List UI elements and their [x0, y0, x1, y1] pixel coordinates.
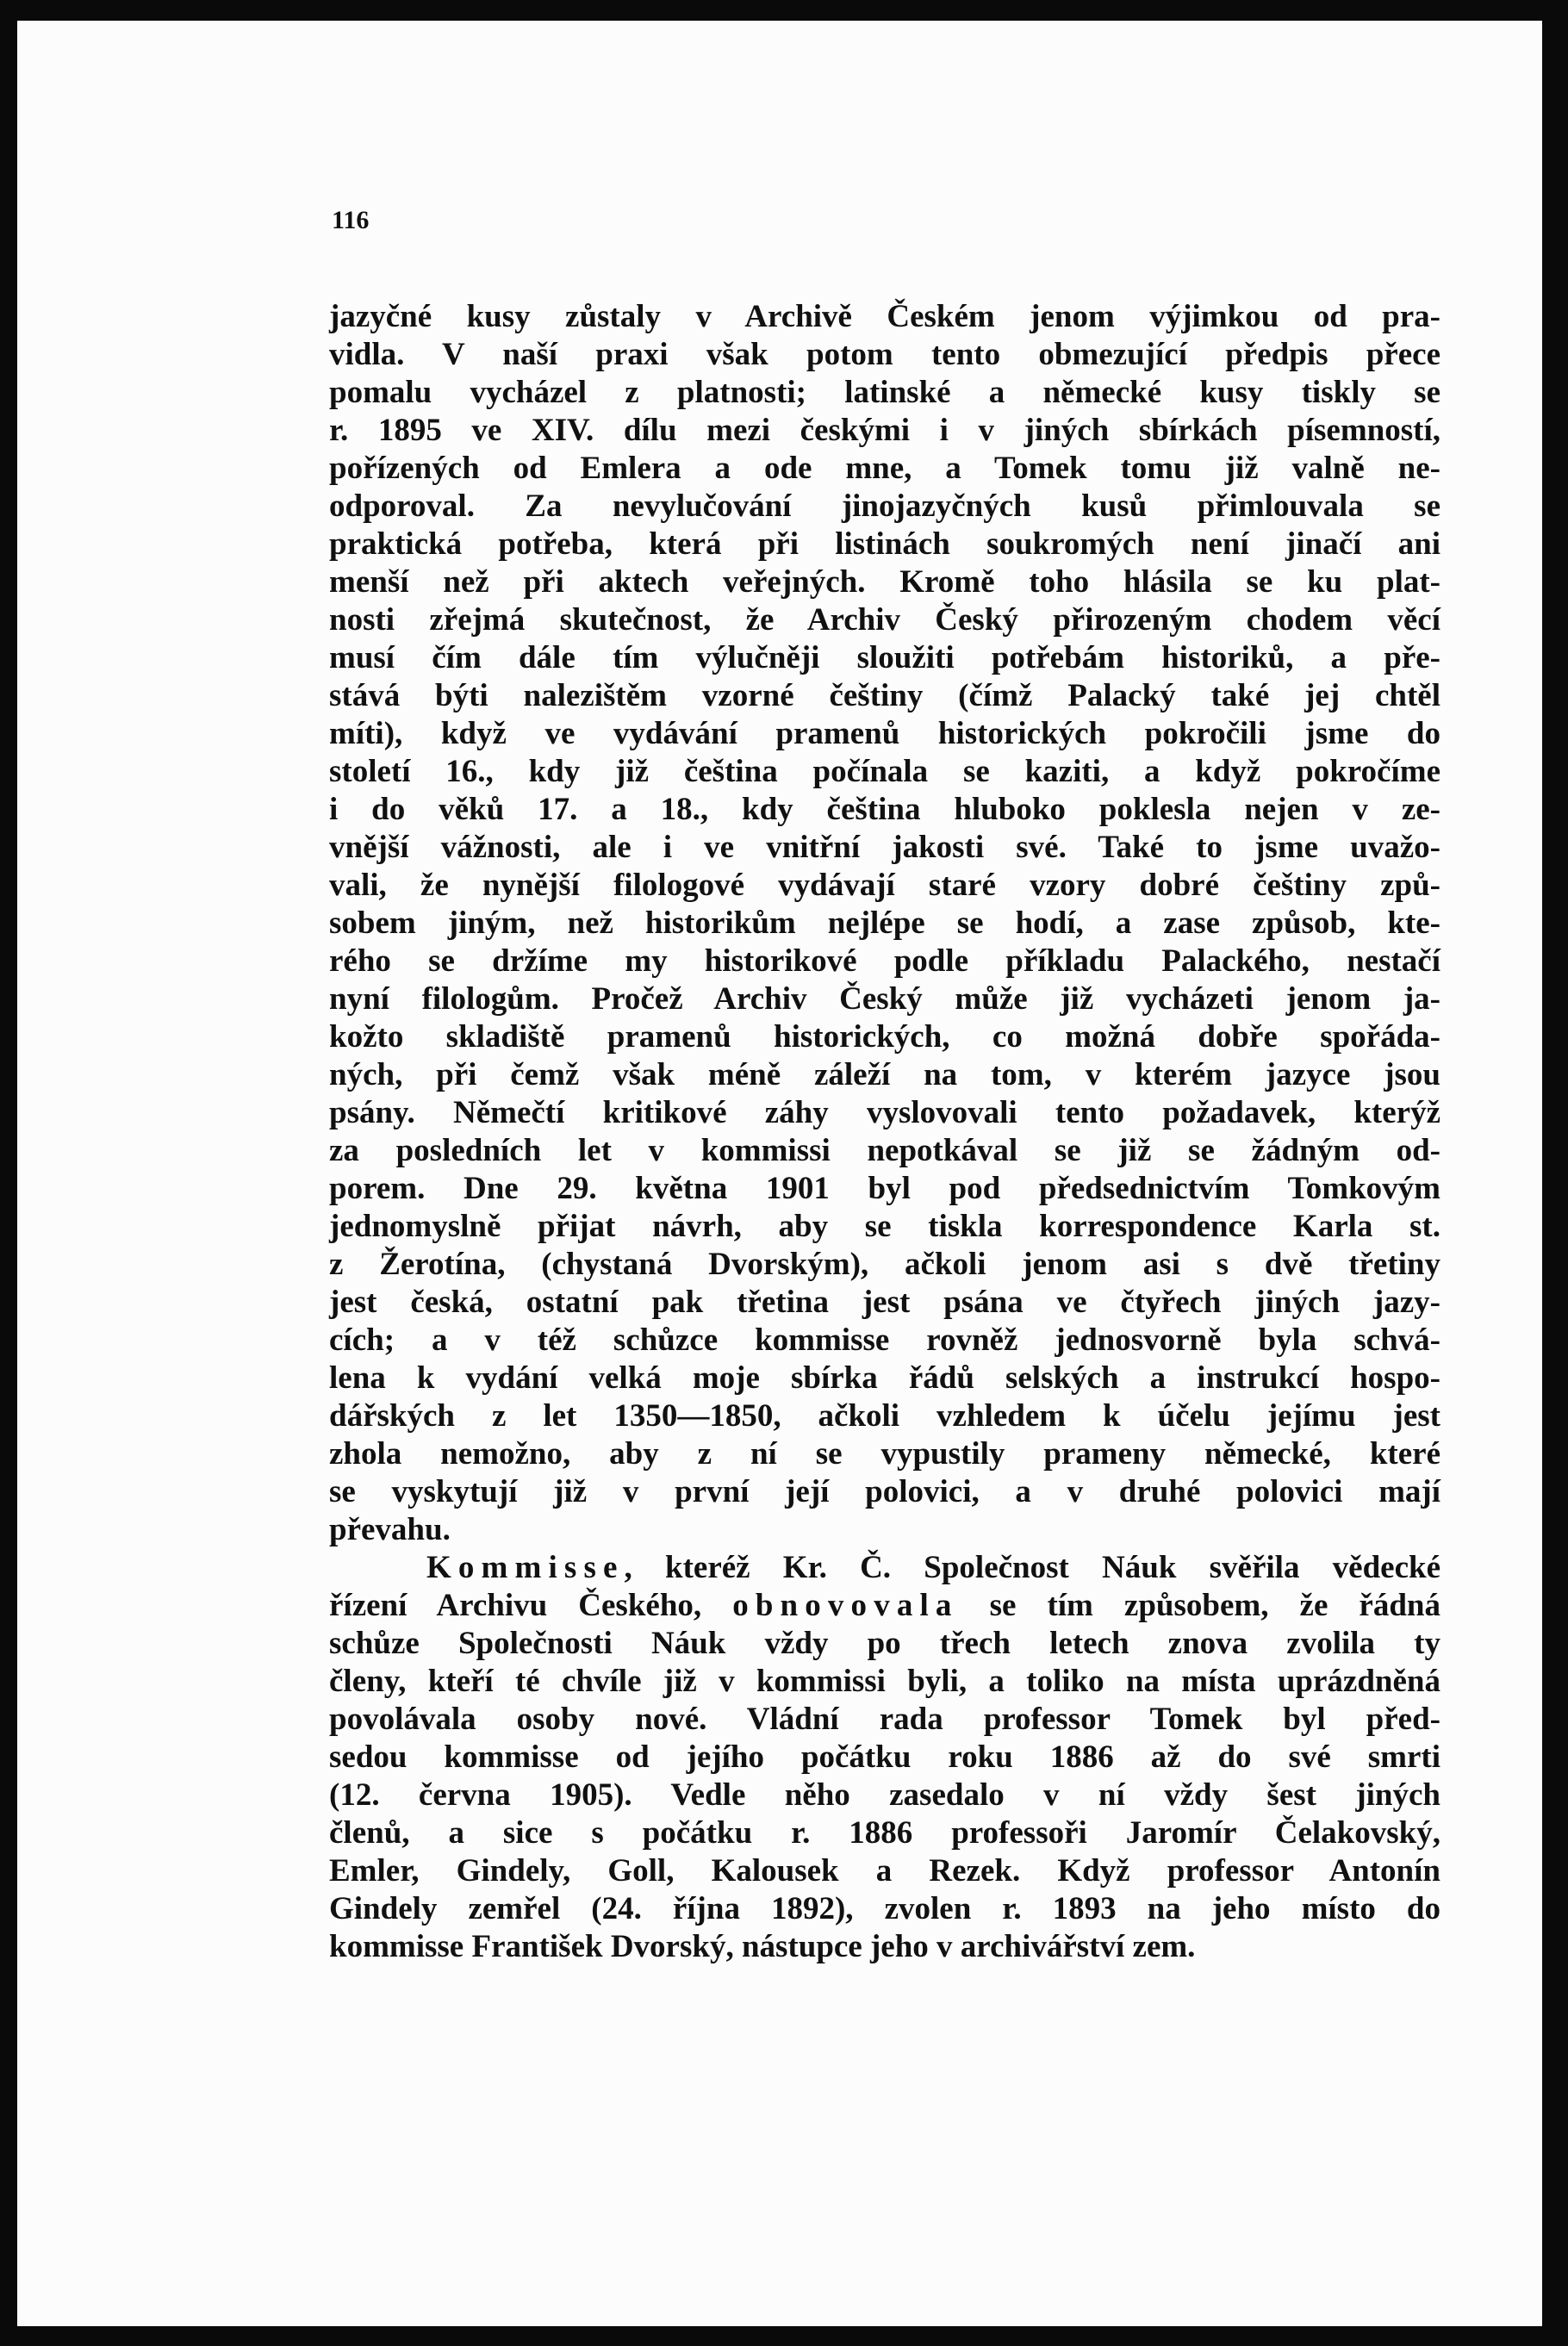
text-line: Gindely zemřel (24. října 1892), zvolen r. 1893 na jeho místo do — [329, 1891, 1440, 1926]
text-line — [329, 1549, 1440, 1587]
text-line: kommisse František Dvorský, nástupce jeho v archivářství zem. — [329, 1929, 1196, 1964]
text-line: jazyčné kusy zůstaly v Archivě Českém jenom výjimkou od pra- — [329, 299, 1440, 334]
text-line: sedou kommisse od jejího počátku roku 1886 až do své smrti — [329, 1739, 1440, 1775]
text-line: musí čím dále tím výlučněji sloužiti potřebám historiků, a pře- — [329, 640, 1440, 675]
text-line: odporoval. Za nevylučování jinojazyčných kusů přimlouvala se — [329, 488, 1440, 524]
text-line: i do věků 17. a 18., kdy čeština hluboko poklesla nejen v ze- — [329, 792, 1440, 827]
text-line: vali, že nynější filologové vydávají staré vzory dobré češtiny způ- — [329, 868, 1440, 903]
text-line: z Žerotína, (chystaná Dvorským), ačkoli jenom asi s dvě třetiny — [329, 1247, 1440, 1282]
text-line: povolávala osoby nové. Vládní rada professor Tomek byl před- — [329, 1702, 1440, 1737]
page-number: 116 — [332, 206, 370, 234]
text-line: zhola nemožno, aby z ní se vypustily prameny německé, které — [329, 1436, 1440, 1472]
spaced-word: obnovovala — [732, 1588, 959, 1623]
text-line: cích; a v též schůzce kommisse rovněž jednosvorně byla schvá- — [329, 1322, 1440, 1358]
text-line: Emler, Gindely, Goll, Kalousek a Rezek. Když professor Antonín — [329, 1853, 1440, 1889]
text-line: lena k vydání velká moje sbírka řádů selských a instrukcí hospo- — [329, 1360, 1440, 1396]
text-line: míti), když ve vydávání pramenů historických pokročili jsme do — [329, 716, 1440, 751]
text-line: r. 1895 ve XIV. dílu mezi českými i v jiných sbírkách písemností, — [329, 413, 1440, 448]
text-line: schůze Společnosti Náuk vždy po třech letech znova zvolila ty — [329, 1626, 1440, 1661]
text-line: století 16., kdy již čeština počínala se kaziti, a když pokročíme — [329, 754, 1440, 789]
text-line: praktická potřeba, která při listinách soukromých není jinačí ani — [329, 526, 1440, 562]
text-line: porem. Dne 29. května 1901 byl pod předsednictvím Tomkovým — [329, 1171, 1440, 1206]
text-line: psány. Němečtí kritikové záhy vyslovovali tento požadavek, kterýž — [329, 1095, 1440, 1130]
text-line: rého se držíme my historikové podle příkladu Palackého, nestačí — [329, 943, 1440, 979]
text-line: vidla. V naší praxi však potom tento obmezující předpis přece — [329, 337, 1440, 372]
text-line: pomalu vycházel z platnosti; latinské a německé kusy tiskly se — [329, 375, 1440, 410]
text-line: členy, kteří té chvíle již v kommissi byli, a toliko na místa uprázdněná — [329, 1664, 1440, 1699]
text-line: členů, a sice s počátku r. 1886 professoři Jaromír Čelakovský, — [329, 1815, 1440, 1851]
spaced-word: Kommisse — [426, 1550, 625, 1585]
text-line: ných, při čemž však méně záleží na tom, v kterém jazyce jsou — [329, 1057, 1440, 1092]
text-segment: se tím způsobem, že řádná — [958, 1588, 1440, 1623]
text-line: jest česká, ostatní pak třetina jest psána ve čtyřech jiných jazy- — [329, 1285, 1440, 1320]
text-line: za posledních let v kommissi nepotkával se již se žádným od- — [329, 1133, 1440, 1168]
text-line: vnější vážnosti, ale i ve vnitřní jakosti své. Také to jsme uvažo- — [329, 830, 1440, 865]
text-segment: řízení Archivu Českého, — [329, 1588, 733, 1623]
text-line: nyní filologům. Pročež Archiv Český může již vycházeti jenom ja- — [329, 981, 1440, 1017]
text-segment: , kteréž Kr. Č. Společnost Náuk svěřila vědecké — [624, 1550, 1440, 1585]
text-line — [329, 1587, 1440, 1625]
text-line: dářských z let 1350—1850, ačkoli vzhledem k účelu jejímu jest — [329, 1398, 1440, 1434]
text-line: pořízených od Emlera a ode mne, a Tomek tomu již valně ne- — [329, 451, 1440, 486]
text-line: jednomyslně přijat návrh, aby se tiskla korrespondence Karla st. — [329, 1209, 1440, 1244]
body-text — [329, 298, 1440, 1966]
text-line: kožto skladiště pramenů historických, co možná dobře spořáda- — [329, 1019, 1440, 1055]
scanned-page — [17, 21, 1542, 2326]
text-line: převahu. — [329, 1512, 451, 1547]
text-line: sobem jiným, než historikům nejlépe se hodí, a zase způsob, kte- — [329, 905, 1440, 941]
text-line: stává býti nalezištěm vzorné češtiny (čímž Palacký také jej chtěl — [329, 678, 1440, 713]
text-line: menší než při aktech veřejných. Kromě toho hlásila se ku plat- — [329, 564, 1440, 600]
text-line: nosti zřejmá skutečnost, že Archiv Český přirozeným chodem věcí — [329, 602, 1440, 638]
text-line: se vyskytují již v první její polovici, a v druhé polovici mají — [329, 1474, 1440, 1509]
text-line: (12. června 1905). Vedle něho zasedalo v ní vždy šest jiných — [329, 1777, 1440, 1813]
